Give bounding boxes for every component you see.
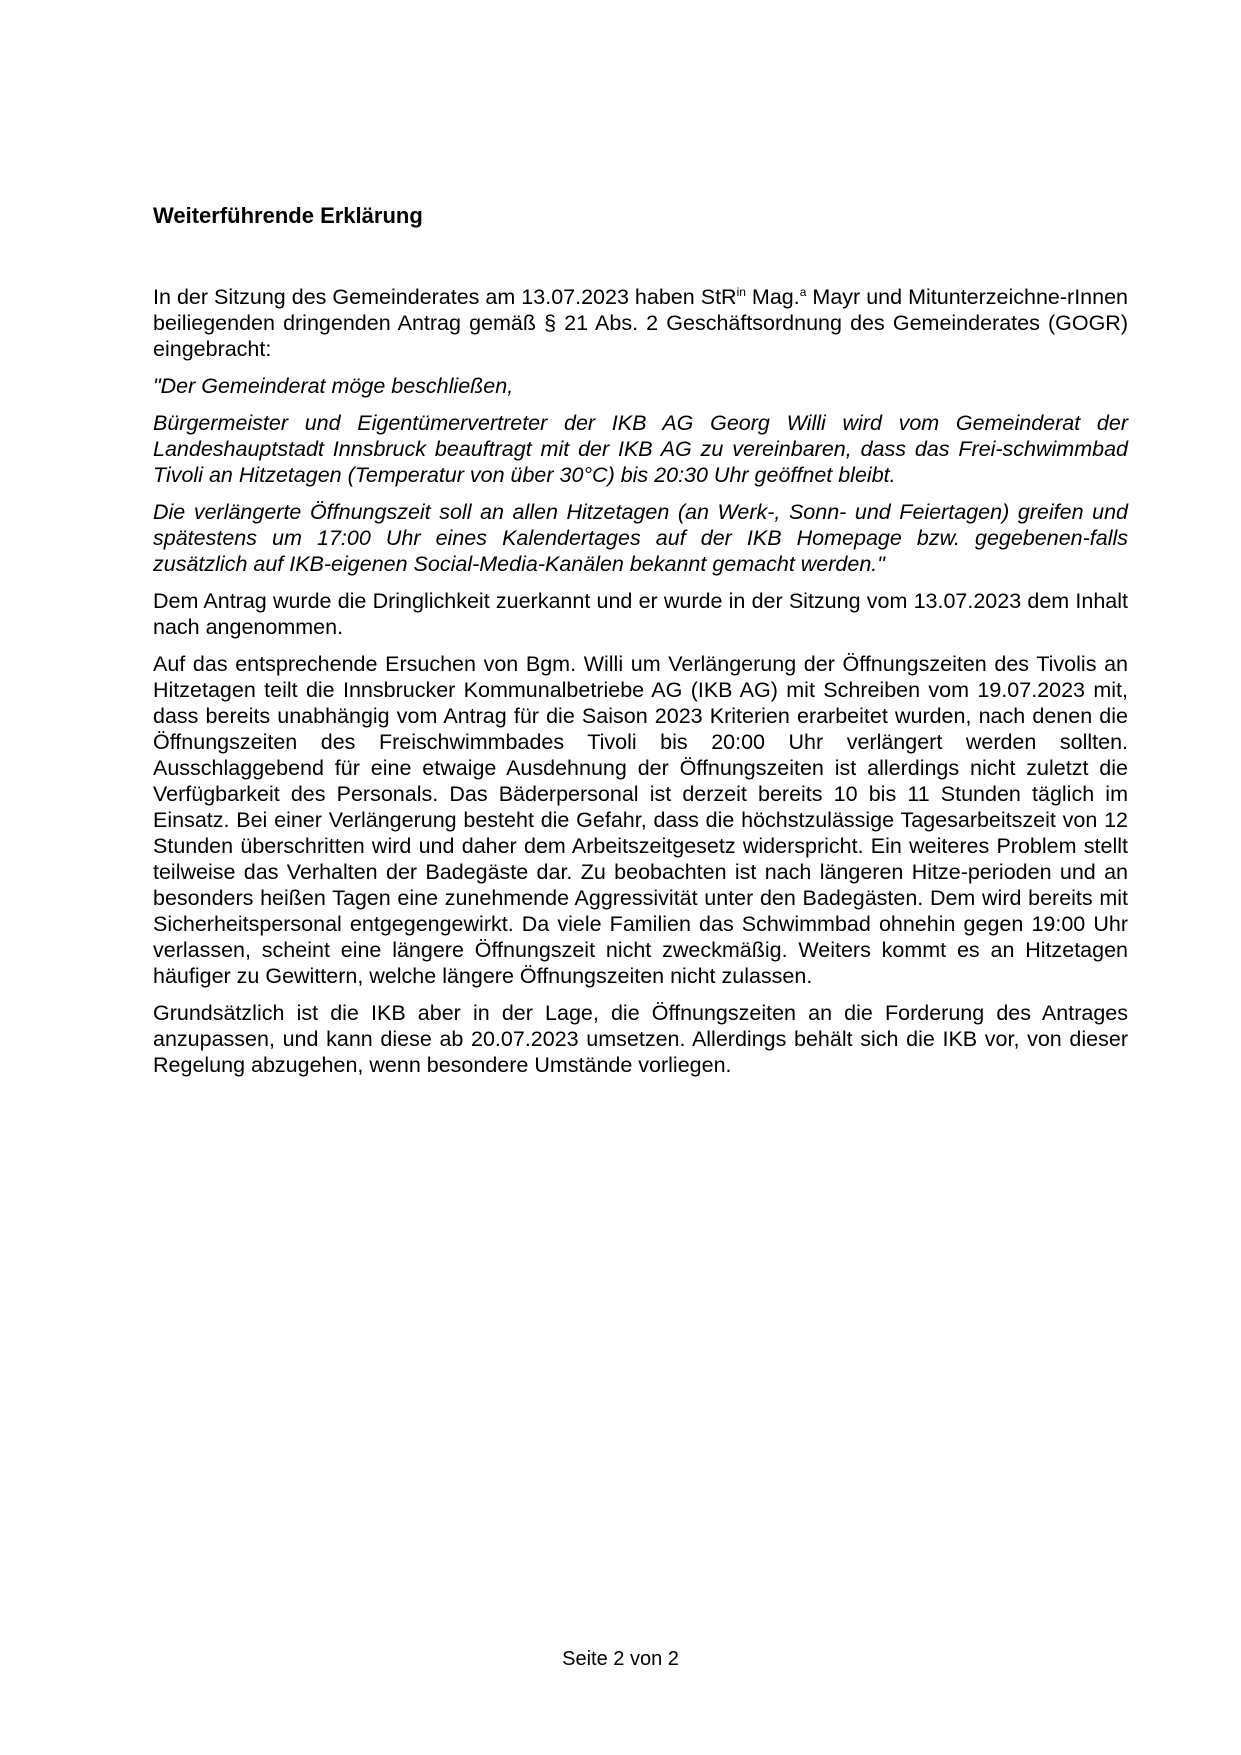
intro-text-1: In der Sitzung des Gemeinderates am 13.07.2023 haben StR <box>153 285 737 309</box>
intro-paragraph <box>153 284 1128 362</box>
paragraph-conclusion: Grundsätzlich ist die IKB aber in der Lage, die Öffnungszeiten an die Forderung des Antrages anzupassen, und kann diese ab 20.07.2023 umsetzen. Allerdings behält sich die IKB vor, von dieser Regelung abzugehen, wenn besondere Umstände vorliegen. <box>153 1001 1128 1077</box>
quote-opening: "Der Gemeinderat möge beschließen, <box>153 374 514 398</box>
intro-text-3: Mayr und Mitunterzeichne-rInnen beiliegenden dringenden Antrag gemäß § 21 Abs. 2 Geschäftsordnung des Gemeinderates (GOGR) eingebracht: <box>153 285 1128 361</box>
page-number-footer: Seite 2 von 2 <box>562 1648 679 1670</box>
document-heading: Weiterführende Erklärung <box>153 203 423 228</box>
quote-paragraph-1: Bürgermeister und Eigentümervertreter der IKB AG Georg Willi wird vom Gemeinderat der Landeshauptstadt Innsbruck beauftragt mit der IKB AG zu vereinbaren, dass das Frei-schwimmbad Tivoli an Hitzetagen (Temperatur von über 30°C) bis 20:30 Uhr geöffnet bleibt. <box>153 411 1128 487</box>
intro-text-2: Mag. <box>745 285 800 309</box>
paragraph-decision: Dem Antrag wurde die Dringlichkeit zuerkannt und er wurde in der Sitzung vom 13.07.2023 dem Inhalt nach angenommen. <box>153 589 1128 639</box>
quote-paragraph-2: Die verlängerte Öffnungszeit soll an allen Hitzetagen (an Werk-, Sonn- und Feiertagen) greifen und spätestens um 17:00 Uhr eines Kalendertages auf der IKB Homepage bzw. gegebenen-falls zusätzlich auf IKB-eigenen Social-Media-Kanälen bekannt gemacht werden." <box>153 500 1128 576</box>
paragraph-ikb-response: Auf das entsprechende Ersuchen von Bgm. Willi um Verlängerung der Öffnungszeiten des Tivolis an Hitzetagen teilt die Innsbrucker Kommunalbetriebe AG (IKB AG) mit Schreiben vom 19.07.2023 mit, dass bereits unabhängig vom Antrag für die Saison 2023 Kriterien erarbeitet wurden, nach denen die Öffnungszeiten des Freischwimmbades Tivoli bis 20:00 Uhr verlängert werden sollten. Ausschlaggebend für eine etwaige Ausdehnung der Öffnungszeiten ist allerdings nicht zuletzt die Verfügbarkeit des Personals. Das Bäderpersonal ist derzeit bereits 10 bis 11 Stunden täglich im Einsatz. Bei einer Verlängerung besteht die Gefahr, dass die höchstzulässige Tagesarbeitszeit von 12 Stunden überschritten wird und daher dem Arbeitszeitgesetz widerspricht. Ein weiteres Problem stellt teilweise das Verhalten der Badegäste dar. Zu beobachten ist nach längeren Hitze-perioden und an besonders heißen Tagen eine zunehmende Aggressivität unter den Badegästen. Dem wird bereits mit Sicherheitspersonal entgegengewirkt. Da viele Familien das Schwimmbad ohnehin gegen 19:00 Uhr verlassen, scheint eine längere Öffnungszeit nicht zweckmäßig. Weiters kommt es an Hitzetagen häufiger zu Gewittern, welche längere Öffnungszeiten nicht zulassen. <box>153 652 1128 988</box>
document-body <box>153 203 1128 1078</box>
intro-superscript-2: a <box>799 284 807 299</box>
intro-superscript-1: in <box>736 284 746 299</box>
